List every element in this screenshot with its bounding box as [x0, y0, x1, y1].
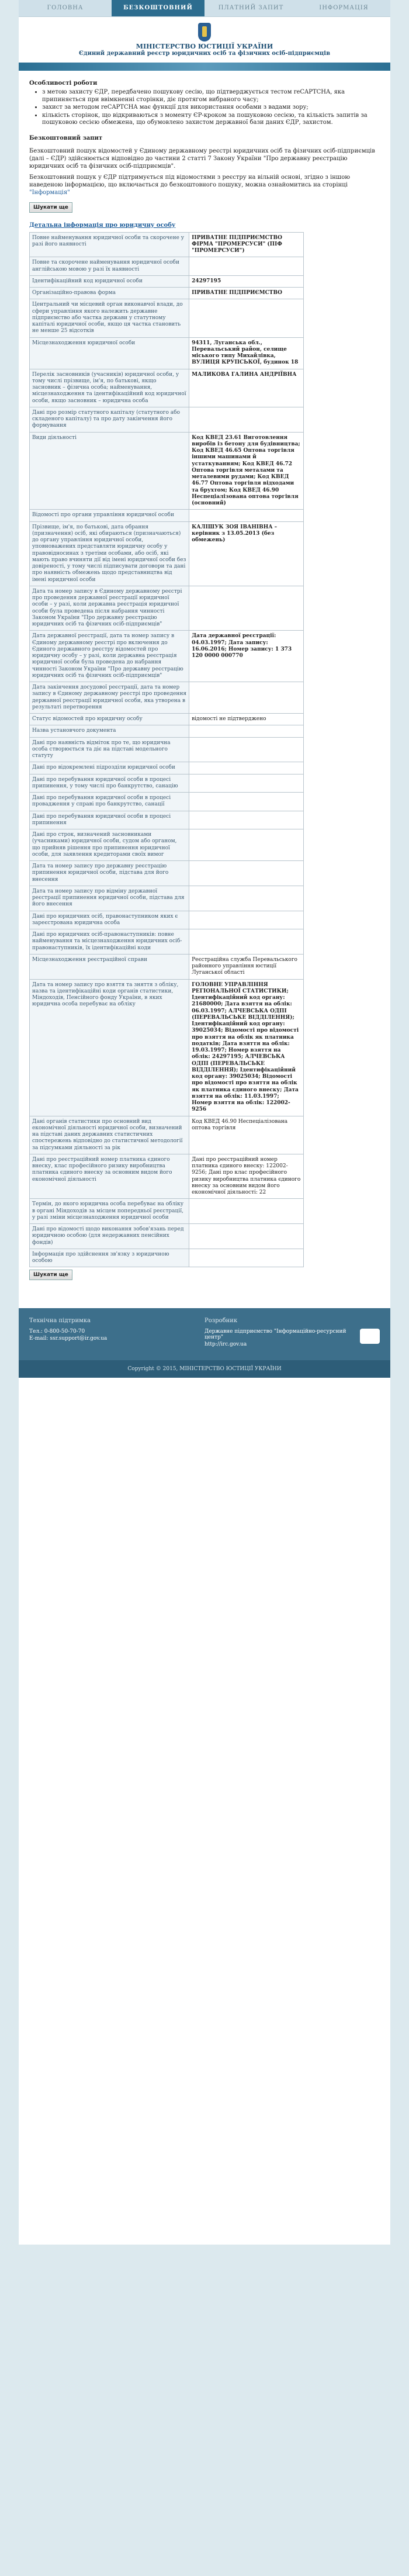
developer-column: [204, 1318, 380, 1351]
details-value: Код КВЕД 46.90 Неспеціалізована оптова торгівля: [189, 1116, 304, 1154]
details-row: [30, 510, 304, 521]
developer-title: Розробник: [204, 1318, 238, 1325]
details-label: Дані про перебування юридичної особи в процесі провадження у справі про банкрутство, санації: [30, 793, 189, 811]
details-label: Види діяльності: [30, 432, 189, 510]
details-value: ПРИВАТНЕ ПІДПРИЄМСТВО: [189, 288, 304, 299]
details-label: Інформація про здійснення зв'язку з юридичною особою: [30, 1249, 189, 1267]
details-label: Дані органів статистики про основний вид економічної діяльності юридичної особи, визначений на підставі даних державних статистичних спостережень відповідно до статистичної методології за підсумками діяльності за рік: [30, 1116, 189, 1154]
details-row: [30, 586, 304, 631]
support-title: Технічна підтримка: [29, 1318, 91, 1325]
details-label: Дата та номер запису про державну реєстрацію припинення юридичної особи, підстава для його внесення: [30, 861, 189, 886]
support-phone: Тел.: 0-800-50-70-70: [29, 1329, 85, 1335]
details-value: [189, 829, 304, 861]
details-label: Прізвище, ім'я, по батькові, дата обрання (призначення) осіб, які обираються (призначаються) до органу управління юридичної особи, уповноважених представляти юридичну особу у правовідносинах з третіми особами, або осіб, які мають право вчиняти дії від імені юридичної особи без довіреності, у тому числі підписувати договори та дані про наявність обмежень щодо представництва від імені юридичної особи: [30, 521, 189, 586]
details-value: [189, 1249, 304, 1267]
details-label: Дата закінчення досудової реєстрації, дата та номер запису в Єдиному державному реєстрі про проведення державної реєстрації юридичної особи, яка утворена в результаті перетворення: [30, 682, 189, 714]
details-value: ПРИВАТНЕ ПІДПРИЄМСТВО ФІРМА "ПРОМЕРСУСИ" (ПІФ "ПРОМЕРСУСИ"): [189, 232, 304, 257]
details-value: Дані про реєстраційний номер платника єдиного внеску: 122002-9256; Дані про клас професійного ризику виробництва платника єдиного внеску за основним видом його економічної діяльності: 22: [189, 1154, 304, 1199]
details-row: [30, 811, 304, 829]
details-value: [189, 762, 304, 774]
details-value: [189, 407, 304, 432]
details-row: [30, 1224, 304, 1249]
details-row: [30, 275, 304, 287]
details-label: Статус відомостей про юридичну особу: [30, 714, 189, 725]
copyright: Copyright © 2015, МІНІСТЕРСТВО ЮСТИЦІЇ УКРАЇНИ: [19, 1360, 390, 1378]
details-row: [30, 793, 304, 811]
details-value: [189, 1199, 304, 1224]
details-value: [189, 886, 304, 911]
details-row: [30, 737, 304, 762]
details-value: [189, 911, 304, 929]
search-again-button[interactable]: Шукати ще: [29, 202, 72, 213]
details-value: [189, 586, 304, 631]
feature-item: • з метою захисту ЄДР, передбачено пошукову сесію, що підтверджується тестом reCAPTCHA, яка припиняється при ввімкненні сторінки, діє протягом вибраного часу;: [42, 89, 380, 103]
coat-of-arms-icon: [198, 23, 211, 42]
details-label: Дані про юридичних осіб, правонаступником яких є зареєстрована юридична особа: [30, 911, 189, 929]
details-label: Відомості про органи управління юридичної особи: [30, 510, 189, 521]
details-value: КАЛІШУК ЗОЯ ІВАНІВНА – керівник з 13.05.2013 (без обмежень): [189, 521, 304, 586]
details-row: [30, 257, 304, 276]
header-banner: [19, 63, 390, 71]
details-value: [189, 725, 304, 737]
details-row: [30, 288, 304, 299]
details-row: [30, 521, 304, 586]
information-link[interactable]: "Інформація": [29, 189, 70, 196]
irc-logo-icon: [360, 1329, 380, 1344]
nav-information[interactable]: ІНФОРМАЦІЯ: [319, 5, 369, 11]
details-row: [30, 407, 304, 432]
top-nav: [19, 0, 390, 27]
details-row: [30, 979, 304, 1116]
details-label: Центральний чи місцевий орган виконавчої влади, до сфери управління якого належить державне підприємство або частка держави у статутному капіталі юридичної особи, якщо ця частка становить не менше 25 відсотків: [30, 299, 189, 337]
details-value: [189, 811, 304, 829]
details-row: [30, 1116, 304, 1154]
ministry-title: МІНІСТЕРСТВО ЮСТИЦІЇ УКРАЇНИ: [136, 43, 273, 50]
details-row: [30, 929, 304, 955]
details-row: [30, 714, 304, 725]
details-row: [30, 682, 304, 714]
info-text: Безкоштовний пошук у ЄДР підтримується під відомостями з реєстру на вільній основі, згідно з іншою наведеною інформацією, що включається до безкоштовного пошуку, можна ознайомитись на сторінці: [29, 174, 350, 188]
nav-free-query[interactable]: БЕЗКОШТОВНИЙ ЗАПИТ: [112, 0, 204, 16]
features-title: Особливості роботи: [29, 80, 98, 87]
intro-paragraph: Безкоштовний пошук відомостей у Єдиному державному реєстрі юридичних осіб та фізичних осіб-підприємців (далі – ЄДР) здійснюється відповідно до частини 2 статті 7 Закону України "Про державну реєстрацію юридичних осіб та фізичних осіб-підприємців".: [29, 147, 375, 170]
details-value: МАЛИКОВА ГАЛИНА АНДРІЇВНА: [189, 369, 304, 407]
page: [19, 0, 390, 2245]
details-label: Дані про юридичних осіб-правонаступників: повне найменування та місцезнаходження юридичних осіб-правонаступників, їх ідентифікаційні коди: [30, 929, 189, 955]
details-value: [189, 774, 304, 793]
feature-item: • захист за методом reCAPTCHA має функції для використання особами з вадами зору;: [42, 104, 380, 112]
details-label: Повне найменування юридичної особи та скорочене у разі його наявності: [30, 232, 189, 257]
details-row: [30, 337, 304, 369]
details-value: [189, 299, 304, 337]
details-row: [30, 432, 304, 510]
details-label: Назва установчого документа: [30, 725, 189, 737]
details-label: Дані про відокремлені підрозділи юридичної особи: [30, 762, 189, 774]
details-label: Дані про розмір статутного капіталу (статутного або складеного капіталу) та про дату закінчення його формування: [30, 407, 189, 432]
details-value: [189, 257, 304, 276]
details-value: відомості не підтверджено: [189, 714, 304, 725]
details-row: [30, 299, 304, 337]
details-label: Дата та номер запису про відміну державної реєстрації припинення юридичної особи, підстава для його внесення: [30, 886, 189, 911]
details-label: Дата та номер запису про взяття та зняття з обліку, назва та ідентифікаційні коди органів статистики, Міндоходів, Пенсійного фонду України, в яких юридична особа перебуває на обліку: [30, 979, 189, 1116]
details-value: [189, 1224, 304, 1249]
details-value: [189, 737, 304, 762]
details-label: Повне та скорочене найменування юридичної особи англійською мовою у разі їх наявності: [30, 257, 189, 276]
details-label: Дані про наявність відміток про те, що юридична особа створюється та діє на підставі модельного статуту: [30, 737, 189, 762]
free-search-title: Безкоштовний запит: [29, 134, 103, 141]
details-value: [189, 861, 304, 886]
details-label: Дані про перебування юридичної особи в процесі припинення: [30, 811, 189, 829]
details-label: Організаційно-правова форма: [30, 288, 189, 299]
registry-subtitle: Єдиний державний реєстр юридичних осіб та фізичних осіб-підприємців: [78, 50, 331, 57]
footer: [19, 1308, 390, 1360]
nav-home[interactable]: ГОЛОВНА: [47, 5, 84, 11]
details-value: 94311, Луганська обл., Перевальський район, селище міського типу Михайлівка, ВУЛИЦЯ КРУПСЬКОЇ, будинок 18: [189, 337, 304, 369]
details-value: [189, 682, 304, 714]
feature-item: • кількість сторінок, що відкриваються з моменту ЄР-кроком за пошуковою сесією, та кількість запитів за пошуковою сесією обмежена, що обумовлено захистом державної бази даних ЄДР, захистом.: [42, 112, 380, 127]
main-content: [19, 71, 390, 1294]
details-label: Дані про відомості щодо виконання зобов'язань перед юридичною особою (для недержавних пенсійних фондів): [30, 1224, 189, 1249]
details-label: Місцезнаходження юридичної особи: [30, 337, 189, 369]
details-label: Дата державної реєстрації, дата та номер запису в Єдиному державному реєстрі про включення до Єдиного державного реєстру відомостей про юридичну особу – у разі, коли державна реєстрація юридичної особи була проведена до набрання чинності Законом України "Про державну реєстрацію юридичних осіб та фізичних осіб-підприємців": [30, 631, 189, 682]
details-row: [30, 369, 304, 407]
details-row: [30, 954, 304, 979]
details-value: [189, 929, 304, 955]
support-email[interactable]: E-mail: ssr.support@ir.gov.ua: [29, 1336, 108, 1342]
details-row: [30, 725, 304, 737]
details-value: [189, 510, 304, 521]
details-value: Реєстраційна служба Перевальського районного управління юстиції Луганської області: [189, 954, 304, 979]
features-list: [29, 89, 380, 127]
details-row: [30, 1199, 304, 1224]
details-value: [189, 793, 304, 811]
details-label: Ідентифікаційний код юридичної особи: [30, 275, 189, 287]
details-label: Дані про реєстраційний номер платника єдиного внеску, клас професійного ризику виробництва платника єдиного внеску за основним видом його економічної діяльності: [30, 1154, 189, 1199]
search-again-button-bottom[interactable]: Шукати ще: [29, 1270, 72, 1280]
details-row: [30, 911, 304, 929]
site-header: [19, 17, 390, 63]
details-row: [30, 774, 304, 793]
developer-url[interactable]: http://irc.gov.ua: [204, 1341, 247, 1348]
details-row: [30, 1154, 304, 1199]
details-label: Термін, до якого юридична особа перебуває на обліку в органі Міндоходів за місцем попередньої реєстрації, у разі зміни місцезнаходження юридичної особи: [30, 1199, 189, 1224]
details-row: [30, 631, 304, 682]
details-label: Перелік засновників (учасників) юридичної особи, у тому числі прізвище, ім'я, по батькові, якщо засновник – фізична особа; найменування, місцезнаходження та ідентифікаційний код юридичної особи, якщо засновник – юридична особа: [30, 369, 189, 407]
details-row: [30, 762, 304, 774]
details-value: ГОЛОВНЕ УПРАВЛІННЯ РЕГІОНАЛЬНОЇ СТАТИСТИКИ; Ідентифікаційний код органу: 21680000; Дата взяття на облік: 06.03.1997; АЛЧЕВСЬКА ОДПІ (ПЕРЕВАЛЬСЬКЕ ВІДДІЛЕННЯ); Ідентифікаційний код органу: 39025034; Відомості про відомості про взяття на облік як платника податків; Дата взяття на облік: 19.03.1997; Номер взяття на облік: 24297195; АЛЧЕВСЬКА ОДПІ (ПЕРЕВАЛЬСЬКЕ ВІДДІЛЕННЯ); Ідентифікаційний код органу: 39025034; Відомості про відомості про взяття на облік як платника єдиного внеску; Дата взяття на облік: 11.03.1997; Номер взяття на облік: 122002-9256: [189, 979, 304, 1116]
details-label: Дані про перебування юридичної особи в процесі припинення, у тому числі про банкрутство, санацію: [30, 774, 189, 793]
details-label: Дані про строк, визначений засновниками (учасниками) юридичної особи, судом або органом, що прийняв рішення про припинення юридичної особи, для заявлення кредиторами своїх вимог: [30, 829, 189, 861]
details-label: Місцезнаходження реєстраційної справи: [30, 954, 189, 979]
details-label: Дата та номер запису в Єдиному державному реєстрі про проведення державної реєстрації юридичної особи – у разі, коли державна реєстрація юридичної особи була проведена після набрання чинності Законом України "Про державну реєстрацію юридичних осіб та фізичних осіб-підприємців": [30, 586, 189, 631]
details-link[interactable]: Детальна інформація про юридичну особу: [29, 222, 176, 229]
details-row: [30, 829, 304, 861]
nav-paid-query[interactable]: ПЛАТНИЙ ЗАПИТ: [218, 5, 284, 11]
details-row: [30, 861, 304, 886]
details-value: Дата державної реєстрації: 04.03.1997; Дата запису: 16.06.2016; Номер запису: 1 373 120 0000 000770: [189, 631, 304, 682]
support-column: [29, 1318, 204, 1351]
details-value: 24297195: [189, 275, 304, 287]
details-value: Код КВЕД 23.61 Виготовлення виробів із бетону для будівництва; Код КВЕД 46.65 Оптова торгівля іншими машинами й устаткуванням; Код КВЕД 46.72 Оптова торгівля металами та металевими рудами; Код КВЕД 46.77 Оптова торгівля відходами та брухтом; Код КВЕД 46.90 Неспеціалізована оптова торгівля (основний): [189, 432, 304, 510]
details-row: [30, 232, 304, 257]
info-paragraph: [29, 174, 380, 196]
details-table: [29, 232, 304, 1268]
details-row: [30, 886, 304, 911]
details-row: [30, 1249, 304, 1267]
developer-name: Державне підприємство "Інформаційно-ресурсний центр": [204, 1329, 346, 1341]
